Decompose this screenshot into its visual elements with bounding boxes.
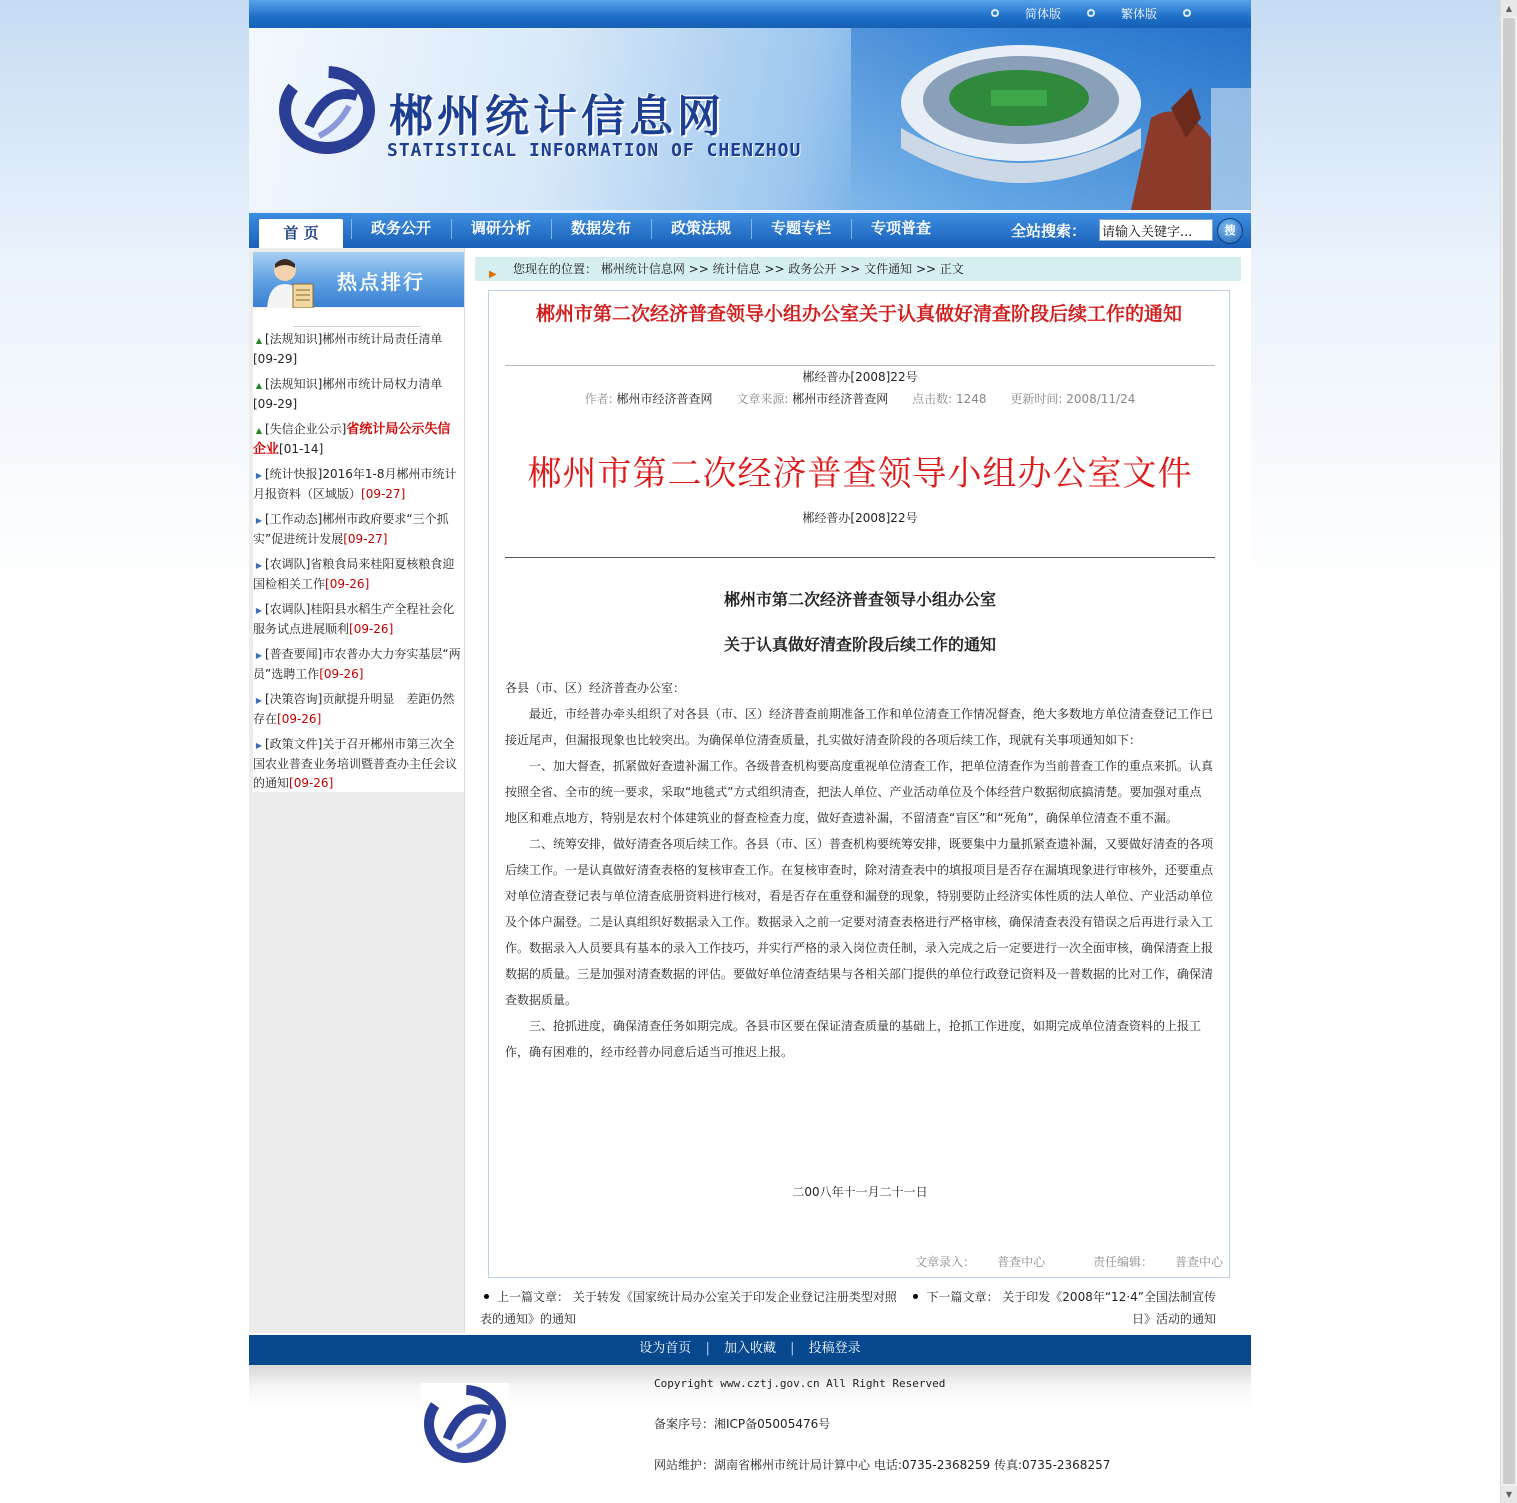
main-nav <box>249 210 1251 248</box>
hot-item-title[interactable]: [统计快报]2016年1-8月郴州市统计月报资料（区域版） <box>253 467 457 501</box>
breadcrumb-item[interactable]: 文件通知 <box>864 262 913 276</box>
footer <box>249 1365 1251 1485</box>
breadcrumb-item[interactable]: 郴州统计信息网 <box>600 262 685 276</box>
stadium-illustration <box>851 28 1251 210</box>
sidebar <box>249 248 465 1333</box>
set-homepage-link[interactable]: 设为首页 <box>639 1341 692 1356</box>
bullet-icon <box>1183 9 1191 17</box>
breadcrumb-separator: >> <box>684 262 713 276</box>
paragraph: 三、抢抓进度，确保清查任务如期完成。各县市区要在保证清查质量的基础上，抢抓工作进度，如期完成单位清查资料的上报工作，确有困难的，经市经普办同意后适当可推迟上报。 <box>505 1019 1202 1059</box>
source-label: 文章来源: <box>736 392 789 406</box>
maintenance-info: 网站维护：湖南省郴州市统计局计算中心 电话:0735-2368259 传真:0735-2368257 <box>654 1458 1111 1472</box>
next-article-link[interactable]: 关于印发《2008年“12·4”全国法制宣传日》活动的通知 <box>1002 1290 1216 1326</box>
bullet-icon <box>991 9 999 17</box>
scroll-up-arrow-icon[interactable]: ▲ <box>1501 0 1517 17</box>
breadcrumb-separator: >> <box>836 262 865 276</box>
nav-data-release[interactable]: 数据发布 <box>551 213 651 248</box>
hot-item[interactable] <box>253 375 464 420</box>
prev-article-link[interactable]: 关于转发《国家统计局办公室关于印发企业登记注册类型对照表的通知》的通知 <box>480 1290 897 1326</box>
notice-issuer: 郴州市第二次经济普查领导小组办公室 <box>723 590 996 609</box>
hot-item[interactable] <box>253 645 464 690</box>
hot-ranking-list <box>253 308 464 792</box>
salutation: 各县（市、区）经济普查办公室： <box>505 681 686 695</box>
hot-item[interactable] <box>253 690 464 735</box>
breadcrumb-item[interactable]: 统计信息 <box>712 262 761 276</box>
arrow-right-icon: ▶ <box>255 561 263 570</box>
arrow-right-icon: ▶ <box>255 471 263 480</box>
editor-input-value: 普查中心 <box>997 1255 1046 1269</box>
hot-item[interactable] <box>253 420 464 465</box>
arrow-right-icon: ▶ <box>255 516 263 525</box>
copyright: Copyright www.cztj.gov.cn All Right Reserved <box>654 1377 946 1390</box>
icp-record: 备案序号：湘ICP备05005476号 <box>654 1417 831 1431</box>
triangle-up-icon: ▲ <box>255 381 263 390</box>
bullet-icon <box>484 1294 489 1299</box>
article-title: 郴州市第二次经济普查领导小组办公室关于认真做好清查阶段后续工作的通知 <box>535 303 1182 325</box>
breadcrumb <box>475 257 1241 281</box>
paragraph: 一、加大督查，抓紧做好查遗补漏工作。各级普查机构要高度重视单位清查工作，把单位清查作为当前普查工作的重点来抓。认真按照全省、全市的统一要求，采取“地毯式”方式组织清查，把法人单位、产业活动单位及个体经营户数据彻底搞清楚。要加强对重点地区和难点地方，特别是农村个体建筑业的督查检查力度，做好查遗补漏，不留清查“盲区”和“死角”，确保单位清查不重不漏。 <box>505 759 1214 825</box>
author-label: 作者: <box>584 392 613 406</box>
nav-topics[interactable]: 专题专栏 <box>751 213 851 248</box>
hot-item[interactable] <box>253 600 464 645</box>
hot-item-date: [09-27] <box>361 487 406 501</box>
nav-home[interactable]: 首 页 <box>259 219 343 248</box>
arrow-right-icon: ▶ <box>255 741 263 750</box>
hot-item-date: [09-29] <box>253 352 298 366</box>
breadcrumb-separator: >> <box>760 262 789 276</box>
bullet-icon <box>1087 9 1095 17</box>
nav-census[interactable]: 专项普查 <box>851 213 951 248</box>
sign-date <box>489 1183 1231 1200</box>
person-icon <box>259 254 319 308</box>
hot-item-title[interactable]: [普查要闻]市农普办大力夯实基层“两员”选聘工作 <box>253 647 461 681</box>
bullet-icon <box>913 1294 918 1299</box>
editor-resp-label: 责任编辑： <box>1092 1255 1153 1269</box>
hot-item-date: [09-27] <box>343 532 388 546</box>
top-bar <box>249 0 1251 28</box>
article <box>488 290 1230 1278</box>
hot-item-date: [09-26] <box>289 776 334 790</box>
hot-item[interactable] <box>253 465 464 510</box>
breadcrumb-item[interactable]: 政务公开 <box>788 262 837 276</box>
sign-date-text: 二00八年十一月二十一日 <box>792 1185 928 1199</box>
document-number: 郴经普办[2008]22号 <box>802 370 918 384</box>
footer-links-bar <box>249 1335 1251 1365</box>
submit-login-link[interactable]: 投稿登录 <box>808 1341 861 1356</box>
scroll-down-arrow-icon[interactable]: ▼ <box>1501 1486 1517 1503</box>
site-logo-icon <box>279 66 379 156</box>
hot-item-title[interactable]: [农调队]省粮食局来桂阳夏核粮食迎国检相关工作 <box>253 557 455 591</box>
breadcrumb-separator: >> <box>912 262 940 276</box>
next-article <box>900 1286 1216 1330</box>
search-button[interactable]: 搜 <box>1217 218 1243 244</box>
paragraph: 二、统筹安排，做好清查各项后续工作。各县（市、区）普查机构要统筹安排，既要集中力量抓紧查遗补漏，又要做好清查的各项后续工作。一是认真做好清查表格的复核审查工作。在复核审查时，除对清查表中的填报项目是否存在漏填现象进行审核外，还要重点对单位清查登记表与单位清查底册资料进行核对，看是否存在重登和漏登的现象，特别要防止经济实体性质的法人单位、产业活动单位及个体户漏登。二是认真组织好数据录入工作。数据录入之前一定要对清查表格进行严格审核，确保清查表没有错误之后再进行录入工作。数据录入人员要具有基本的录入工作技巧，并实行严格的录入岗位责任制，录入完成之后一定要进行一次全面审核，确保清查上报数据的质量。三是加强对清查数据的评估。要做好单位清查结果与各相关部门提供的单位行政登记资料及一普数据的比对工作，确保清查数据质量。 <box>505 837 1214 1007</box>
hot-item-title[interactable]: 省统计局公示失信企业 <box>253 422 451 457</box>
hot-item-title[interactable]: [政策文件]关于召开郴州市第三次全国农业普查业务培训暨普查办主任会议的通知 <box>253 737 458 790</box>
nav-policy[interactable]: 政策法规 <box>651 213 751 248</box>
simplified-link[interactable]: 简体版 <box>1024 7 1061 21</box>
prev-article <box>480 1286 900 1330</box>
hot-item-date: [09-29] <box>253 397 298 411</box>
hot-ranking-title: 热点排行 <box>337 270 425 294</box>
separator: | <box>705 1341 710 1356</box>
hot-item[interactable] <box>253 510 464 555</box>
hot-ranking-header <box>253 252 464 308</box>
nav-research[interactable]: 调研分析 <box>451 213 551 248</box>
arrow-right-icon: ▶ <box>255 606 263 615</box>
prev-label: 上一篇文章： <box>497 1290 570 1304</box>
vertical-scrollbar[interactable] <box>1500 0 1517 1503</box>
hot-item-category: [失信企业公示] <box>265 422 347 436</box>
editor-input-label: 文章录入： <box>915 1255 976 1269</box>
hot-item-title[interactable]: [法规知识]郴州市统计局权力清单 <box>265 377 443 391</box>
arrow-right-icon: ▶ <box>255 651 263 660</box>
hot-item-title[interactable]: [农调队]桂阳县水稻生产全程社会化服务试点进展顺利 <box>253 602 455 636</box>
breadcrumb-label: 您现在的位置： <box>513 262 598 276</box>
hot-item-date: [01-14] <box>279 442 324 456</box>
divider <box>293 326 421 327</box>
search-label: 全站搜索： <box>1011 222 1087 240</box>
triangle-up-icon: ▲ <box>255 426 263 435</box>
traditional-link[interactable]: 繁体版 <box>1120 7 1157 21</box>
triangle-up-icon: ▲ <box>255 336 263 345</box>
editor-input <box>893 1255 1045 1269</box>
nav-gov-affairs[interactable]: 政务公开 <box>351 213 451 248</box>
next-label: 下一篇文章： <box>926 1290 999 1304</box>
breadcrumb-item: 正文 <box>939 262 964 276</box>
editor-resp-value: 普查中心 <box>1174 1255 1223 1269</box>
editor-resp <box>1071 1255 1223 1269</box>
divider <box>505 557 1215 558</box>
add-favorite-link[interactable]: 加入收藏 <box>723 1341 776 1356</box>
article-meta <box>489 390 1231 408</box>
editors <box>871 1253 1223 1270</box>
main-area <box>249 248 1251 1333</box>
footer-logo-icon <box>421 1383 509 1465</box>
notice-title: 关于认真做好清查阶段后续工作的通知 <box>723 635 996 654</box>
author-value: 郴州市经济普查网 <box>616 392 713 406</box>
scrollbar-thumb[interactable] <box>1503 18 1515 1484</box>
document-number-2: 郴经普办[2008]22号 <box>802 511 918 525</box>
hot-item-date: [09-26] <box>277 712 322 726</box>
page-wrapper <box>249 0 1251 1333</box>
hot-item-title[interactable]: [法规知识]郴州市统计局责任清单 <box>265 332 443 346</box>
hot-item[interactable] <box>253 735 464 799</box>
separator: | <box>790 1341 795 1356</box>
hits-label: 点击数: <box>912 392 953 406</box>
hot-item-date: [09-26] <box>349 622 394 636</box>
hot-item-date: [09-26] <box>319 667 364 681</box>
hot-item[interactable] <box>253 330 464 375</box>
hot-item-title[interactable]: [决策咨询]贡献提升明显 差距仍然存在 <box>253 692 455 726</box>
divider <box>505 365 1215 366</box>
location-arrow-icon: ▶ <box>489 269 497 280</box>
hot-item[interactable] <box>253 555 464 600</box>
updated-value: 2008/11/24 <box>1066 392 1136 406</box>
hits-value: 1248 <box>955 392 987 406</box>
article-body <box>505 675 1213 1065</box>
site-banner <box>249 28 1251 210</box>
search-input[interactable] <box>1099 219 1213 241</box>
arrow-right-icon: ▶ <box>255 696 263 705</box>
source-value: 郴州市经济普查网 <box>792 392 889 406</box>
hot-item-title[interactable]: [工作动态]郴州市政府要求“三个抓实”促进统计发展 <box>253 512 449 546</box>
updated-label: 更新时间: <box>1010 392 1063 406</box>
hot-item-date: [09-26] <box>325 577 370 591</box>
paragraph: 最近，市经普办牵头组织了对各县（市、区）经济普查前期准备工作和单位清查工作情况督查，绝大多数地方单位清查登记工作已接近尾声，但漏报现象也比较突出。为确保单位清查质量，扎实做好清查阶段的各项后续工作，现就有关事项通知如下： <box>505 707 1214 747</box>
document-header: 郴州市第二次经济普查领导小组办公室文件 <box>527 454 1193 494</box>
site-subtitle: STATISTICAL INFORMATION OF CHENZHOU <box>387 140 802 161</box>
site-title: 郴州统计信息网 <box>389 91 725 142</box>
